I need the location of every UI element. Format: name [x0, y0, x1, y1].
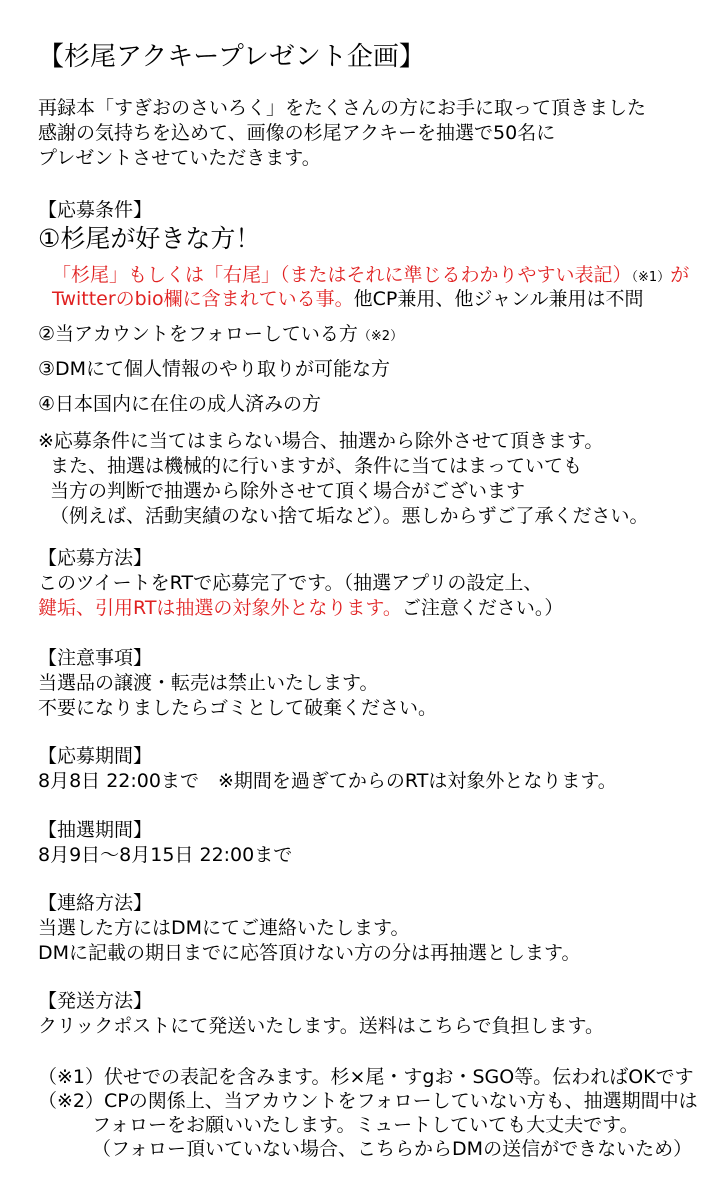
condition-1-requirement-suffix: が	[670, 264, 690, 286]
contact-line-1: 当選した方にはDMにてご連絡いたします。	[38, 917, 410, 939]
condition-2-text: ②当アカウントをフォローしている方	[38, 323, 358, 345]
method-line-2	[38, 599, 563, 618]
exclusion-line-1: ※応募条件に当てはまらない場合、抽選から除外させて頂きます。	[38, 430, 604, 452]
shipping-heading: 【発送方法】	[38, 990, 153, 1012]
footnote-2: （※2）CPの関係上、当アカウントをフォローしていない方も、抽選期間中は	[38, 1090, 698, 1112]
condition-1-cp-note: 他CP兼用、他ジャンル兼用は不問	[353, 288, 644, 310]
page-title: 【杉尾アクキープレゼント企画】	[38, 42, 425, 72]
method-exclusion-text: 鍵垢、引用RTは抽選の対象外となります。	[38, 597, 402, 619]
intro-line-2: 感謝の気持ちを込めて、画像の杉尾アクキーを抽選で50名に	[38, 122, 556, 144]
note-2-mark: （※2）	[357, 329, 404, 344]
note-1-mark: （※1）	[631, 270, 671, 285]
footnote-2-line-3: （フォロー頂いていない場合、こちらからDMの送信ができないため）	[92, 1138, 693, 1160]
period-line: 8月8日 22:00まで ※期間を過ぎてからのRTは対象外となります。	[38, 770, 617, 792]
condition-1-detail-line-1	[52, 266, 689, 285]
method-caution-text: ご注意ください。）	[401, 597, 564, 619]
shipping-line: クリックポストにて発送いたします。送料はこちらで負担します。	[38, 1015, 605, 1037]
condition-3: ③DMにて個人情報のやり取りが可能な方	[38, 358, 391, 380]
method-line-1: このツイートをRTで応募完了です。（抽選アプリの設定上、	[38, 572, 543, 594]
contact-line-2: DMに記載の期日までに応答頂けない方の分は再抽選とします。	[38, 942, 581, 964]
intro-line-1: 再録本「すぎおのさいろく」をたくさんの方にお手に取って頂きました	[38, 97, 647, 119]
condition-1: ①杉尾が好きな方！	[38, 224, 261, 253]
condition-1-detail-line-2	[52, 290, 644, 309]
contact-heading: 【連絡方法】	[38, 892, 153, 914]
caution-line-1: 当選品の譲渡・転売は禁止いたします。	[38, 672, 379, 694]
exclusion-line-2: また、抽選は機械的に行いますが、条件に当てはまっていても	[50, 455, 583, 477]
caution-line-2: 不要になりましたらゴミとして破棄ください。	[38, 697, 438, 719]
exclusion-line-3: 当方の判断で抽選から除外させて頂く場合がございます	[50, 480, 526, 502]
period-heading: 【応募期間】	[38, 745, 153, 767]
condition-1-requirement-text: 「杉尾」もしくは「右尾」（またはそれに準じるわかりやすい表記）	[52, 264, 632, 286]
exclusion-line-4: （例えば、活動実績のない捨て垢など）。悪しからずご了承ください。	[50, 505, 649, 527]
caution-heading: 【注意事項】	[38, 647, 153, 669]
conditions-heading: 【応募条件】	[38, 199, 153, 221]
condition-4: ④日本国内に在住の成人済みの方	[38, 393, 322, 415]
intro-line-3: プレゼントさせていただきます。	[38, 147, 321, 169]
condition-2	[38, 325, 403, 344]
footnote-2-line-2: フォローをお願いいたします。ミュートしていても大丈夫です。	[92, 1114, 639, 1136]
condition-1-bio-requirement: Twitterのbio欄に含まれている事。	[52, 288, 354, 310]
footnote-1: （※1）伏せでの表記を含みます。杉×尾・すgお・SGO等。伝わればOKです	[38, 1066, 694, 1088]
method-heading: 【応募方法】	[38, 547, 153, 569]
draw-period-heading: 【抽選期間】	[38, 819, 153, 841]
draw-period-line: 8月9日～8月15日 22:00まで	[38, 844, 293, 866]
